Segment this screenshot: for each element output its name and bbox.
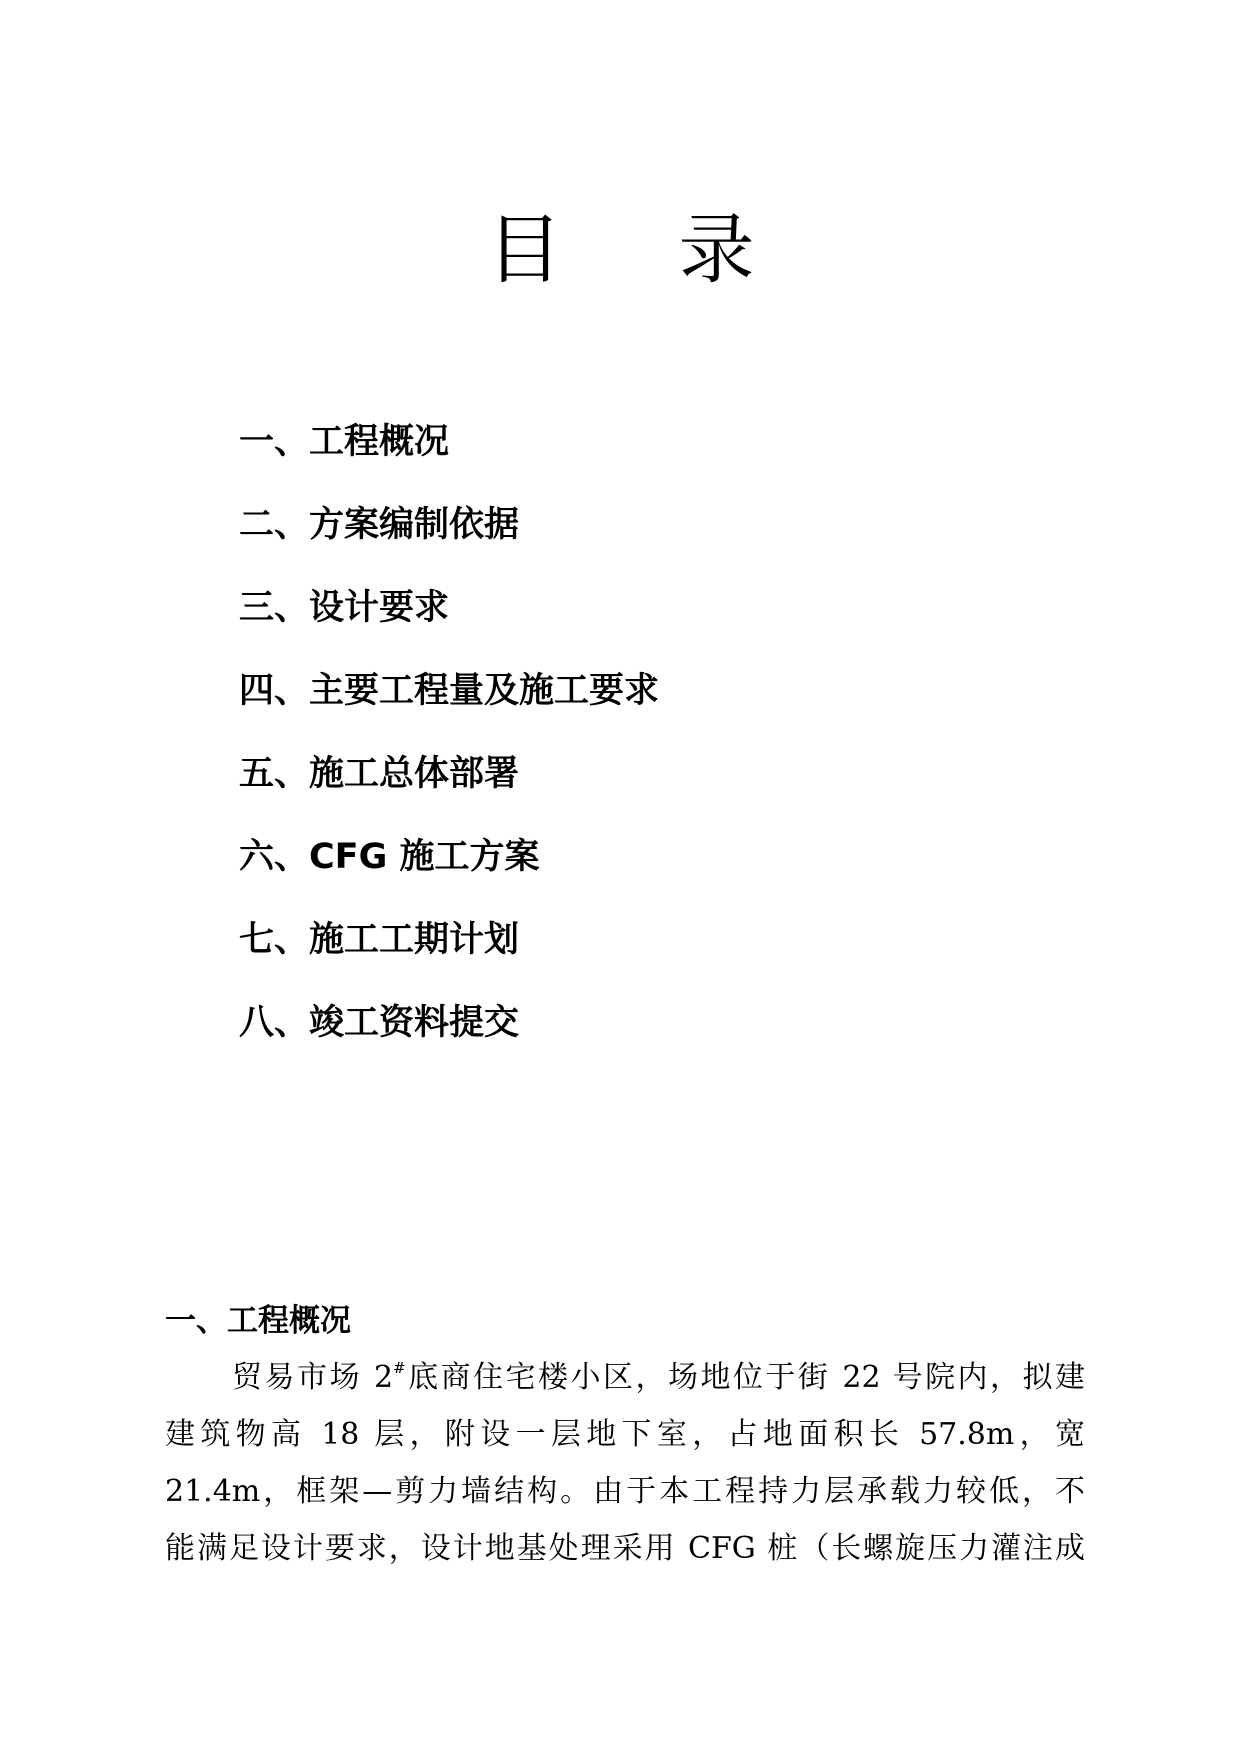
section-heading: 一、工程概况	[165, 1303, 351, 1339]
title-char-1: 目	[486, 205, 563, 294]
body-line-2: 建筑物高 18 层，附设一层地下室，占地面积长 57.8m，宽	[165, 1417, 1085, 1452]
toc-item-cfg-plan[interactable]: 六、CFG 施工方案	[239, 837, 540, 877]
toc-item-quantities[interactable]: 四、主要工程量及施工要求	[239, 671, 660, 711]
toc-item-overview[interactable]: 一、工程概况	[239, 422, 450, 462]
body-line-1-end: 底商住宅楼小区，场地位于街 22 号院内，拟建	[405, 1360, 1085, 1395]
table-of-contents	[239, 417, 659, 1081]
toc-item-completion-docs[interactable]: 八、竣工资料提交	[239, 1003, 520, 1043]
number-sign-superscript: #	[393, 1359, 406, 1377]
toc-item-deployment[interactable]: 五、施工总体部署	[239, 754, 520, 794]
page-title	[0, 205, 1241, 295]
section-body	[165, 1353, 1085, 1581]
toc-item-design-requirements[interactable]: 三、设计要求	[239, 588, 450, 628]
toc-item-schedule[interactable]: 七、施工工期计划	[239, 920, 520, 960]
body-line-1	[165, 1353, 1085, 1410]
body-line-1-start: 贸易市场 2	[232, 1360, 394, 1395]
body-line-3: 21.4m，框架—剪力墙结构。由于本工程持力层承载力较低，不	[165, 1474, 1085, 1509]
title-char-2: 录	[678, 205, 755, 294]
body-line-4: 能满足设计要求，设计地基处理采用 CFG 桩（长螺旋压力灌注成	[165, 1531, 1085, 1566]
toc-item-basis[interactable]: 二、方案编制依据	[239, 505, 520, 545]
